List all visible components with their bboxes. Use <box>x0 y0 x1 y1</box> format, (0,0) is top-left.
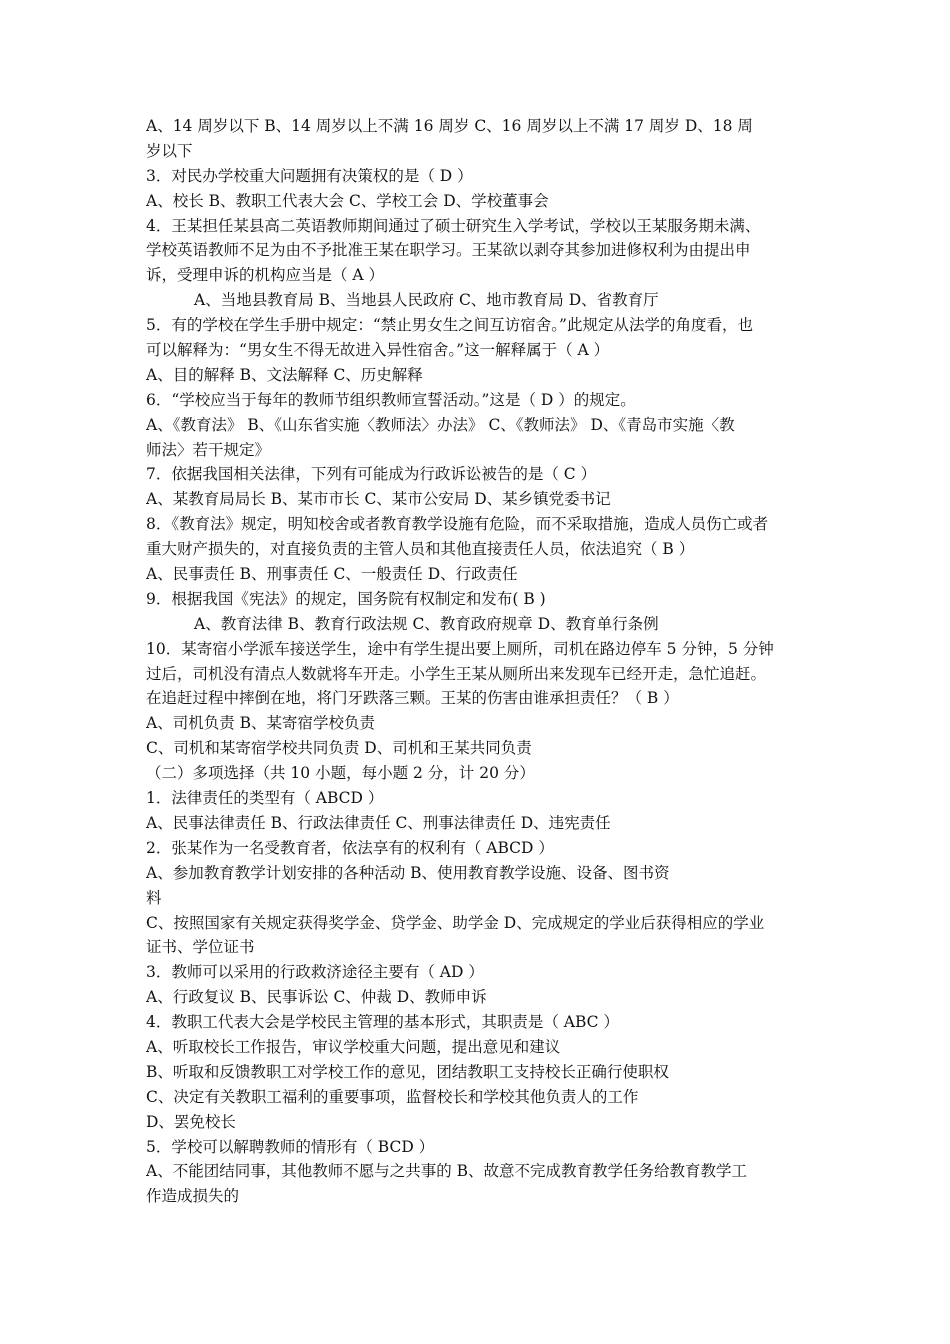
text-line: 作造成损失的 <box>146 1187 240 1206</box>
document-page <box>146 114 810 1209</box>
mc-question-4: 4．教职工代表大会是学校民主管理的基本形式，其职责是（ ABC ） <box>146 1013 619 1032</box>
options-line: C、按照国家有关规定获得奖学金、贷学金、助学金 D、完成规定的学业后获得相应的学业 <box>146 913 765 932</box>
options-line: A、《教育法》 B、《山东省实施〈教师法〉办法》 C、《教师法》 D、《青岛市实施〈教 <box>146 415 735 434</box>
text-line: 在追赶过程中摔倒在地，将门牙跌落三颗。王某的伤害由谁承担责任？（ B ） <box>146 689 679 708</box>
options-line: A、某教育局局长 B、某市市长 C、某市公安局 D、某乡镇党委书记 <box>146 490 611 509</box>
question-5: 5．有的学校在学生手册中规定：“禁止男女生之间互访宿舍。”此规定从法学的角度看，也 <box>146 316 753 335</box>
options-line: A、校长 B、教职工代表大会 C、学校工会 D、学校董事会 <box>146 191 549 210</box>
options-line: A、目的解释 B、文法解释 C、历史解释 <box>146 365 423 384</box>
question-4: 4．王某担任某县高二英语教师期间通过了硕士研究生入学考试，学校以王某服务期未满、 <box>146 216 761 235</box>
text-line: 证书、学位证书 <box>146 938 255 957</box>
option-c: C、决定有关教职工福利的重要事项，监督校长和学校其他负责人的工作 <box>146 1087 639 1106</box>
text-line: A、14 周岁以下 B、14 周岁以上不满 16 周岁 C、16 周岁以上不满 17 周岁 D、18 周 <box>146 117 753 135</box>
options-line: A、民事法律责任 B、行政法律责任 C、刑事法律责任 D、违宪责任 <box>146 813 611 832</box>
question-9: 9．根据我国《宪法》的规定，国务院有权制定和发布( B ) <box>146 589 546 608</box>
question-3: 3．对民办学校重大问题拥有决策权的是（ D ） <box>146 166 473 185</box>
mc-question-3: 3．教师可以采用的行政救济途径主要有（ AD ） <box>146 963 484 982</box>
text-line: 料 <box>146 888 162 907</box>
options-line: C、司机和某寄宿学校共同负责 D、司机和王某共同负责 <box>146 739 532 758</box>
options-line: A、当地县教育局 B、当地县人民政府 C、地市教育局 D、省教育厅 <box>194 291 659 310</box>
options-line: A、行政复议 B、民事诉讼 C、仲裁 D、教师申诉 <box>146 988 487 1007</box>
text-line: 可以解释为：“男女生不得无故进入异性宿舍。”这一解释属于（ A ） <box>146 341 610 360</box>
mc-question-2: 2．张某作为一名受教育者，依法享有的权利有（ ABCD ） <box>146 838 554 857</box>
text-line: 岁以下 <box>146 141 193 160</box>
option-a: A、听取校长工作报告，审议学校重大问题，提出意见和建议 <box>146 1037 561 1056</box>
text-line: 学校英语教师不足为由不予批准王某在职学习。王某欲以剥夺其参加进修权利为由提出申 <box>146 241 751 260</box>
mc-question-1: 1．法律责任的类型有（ ABCD ） <box>146 789 384 808</box>
options-line: A、司机负责 B、某寄宿学校负责 <box>146 714 376 733</box>
mc-question-5: 5．学校可以解聘教师的情形有（ BCD ） <box>146 1137 435 1156</box>
question-10: 10．某寄宿小学派车接送学生，途中有学生提出要上厕所，司机在路边停车 5 分钟，5 分钟 <box>146 639 774 658</box>
options-line: A、教育法律 B、教育行政法规 C、教育政府规章 D、教育单行条例 <box>194 614 659 633</box>
question-7: 7．依据我国相关法律，下列有可能成为行政诉讼被告的是（ C ） <box>146 465 597 484</box>
text-line: 过后，司机没有清点人数就将车开走。小学生王某从厕所出来发现车已经开走，急忙追赶。 <box>146 664 767 683</box>
section-heading: （二）多项选择（共 10 小题，每小题 2 分，计 20 分） <box>146 764 535 783</box>
question-8: 8．《教育法》规定，明知校舍或者教育教学设施有危险，而不采取措施，造成人员伤亡或者 <box>146 515 769 534</box>
text-line: 师法〉若干规定》 <box>146 440 271 459</box>
question-6: 6．“学校应当于每年的教师节组织教师宣誓活动。”这是（ D ）的规定。 <box>146 390 636 409</box>
text-line: 重大财产损失的，对直接负责的主管人员和其他直接责任人员，依法追究（ B ） <box>146 540 695 559</box>
options-line: A、参加教育教学计划安排的各种活动 B、使用教育教学设施、设备、图书资 <box>146 863 670 882</box>
option-d: D、罢免校长 <box>146 1112 236 1131</box>
options-line: A、民事责任 B、刑事责任 C、一般责任 D、行政责任 <box>146 565 518 584</box>
option-b: B、听取和反馈教职工对学校工作的意见，团结教职工支持校长正确行使职权 <box>146 1062 669 1081</box>
options-line: A、不能团结同事，其他教师不愿与之共事的 B、故意不完成教育教学任务给教育教学工 <box>146 1162 748 1181</box>
text-line: 诉，受理申诉的机构应当是（ A ） <box>146 266 385 285</box>
